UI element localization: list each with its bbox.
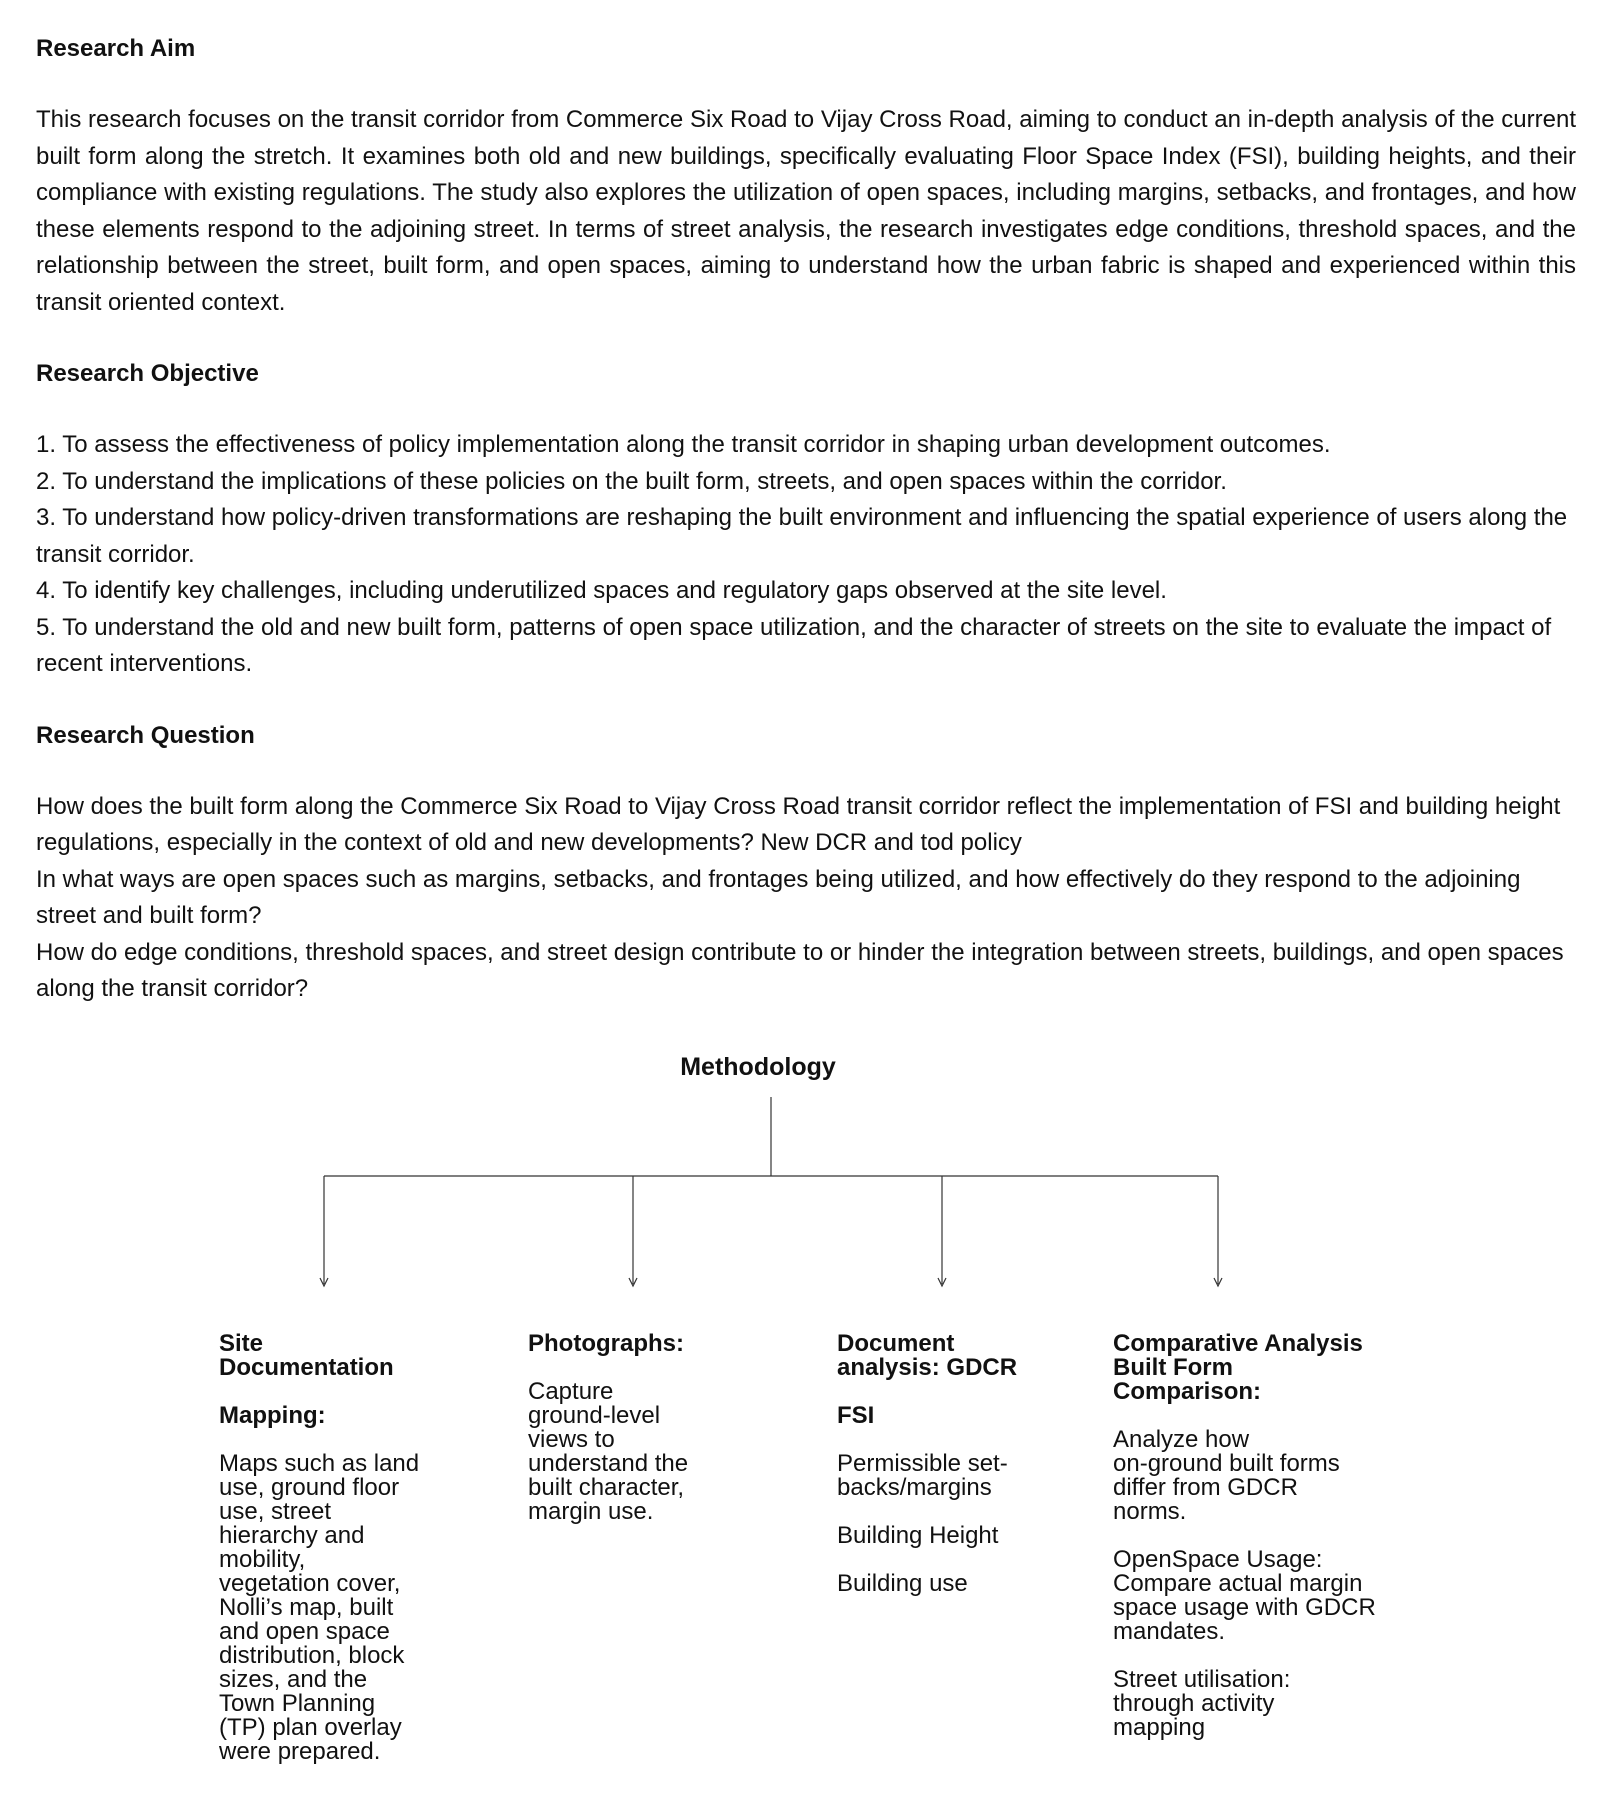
research-objective-heading: Research Objective: [36, 360, 259, 387]
question-item: In what ways are open spaces such as margins, setbacks, and frontages being utilized, and how effectively do they respond to the adjoining street and built form?: [36, 865, 1521, 929]
col-heading: Built Form: [1113, 1354, 1233, 1381]
col-line: margin use.: [528, 1498, 654, 1525]
methodology-col-photographs: [528, 1332, 688, 1524]
col-line: through activity: [1113, 1690, 1275, 1717]
col-line: distribution, block: [219, 1642, 405, 1669]
col-line: Capture: [528, 1378, 614, 1405]
col-heading: Document: [837, 1330, 955, 1357]
col-line: were prepared.: [219, 1738, 381, 1765]
col-line: ground-level: [528, 1402, 661, 1429]
col-heading: Documentation: [219, 1354, 394, 1381]
question-item: How do edge conditions, threshold spaces, and street design contribute to or hinder the integration between streets, buildings, and open spaces along the transit corridor?: [36, 938, 1564, 1002]
col-heading: Photographs:: [528, 1330, 684, 1357]
research-question-heading: Research Question: [36, 721, 255, 749]
col-line: and open space: [219, 1618, 390, 1645]
research-aim-text: This research focuses on the transit corridor from Commerce Six Road to Vijay Cross Road, aiming to conduct an in-depth analysis of the current built form along the stretch. It examines both old and new buildings, specifically evaluating Floor Space Index (FSI), building heights, and their compliance with existing regulations. The study also explores the utilization of open spaces, including margins, setbacks, and frontages, and how these elements respond to the adjoining street. In terms of street analysis, the research investigates edge conditions, threshold spaces, and the relationship between the street, built form, and open spaces, aiming to understand how the urban fabric is shaped and experienced within this transit oriented context.: [36, 106, 1576, 316]
col-line: understand the: [528, 1450, 689, 1477]
methodology-col-comparative-analysis: [1113, 1332, 1376, 1740]
col-line: space usage with GDCR: [1113, 1594, 1376, 1621]
col-line: Building Height: [837, 1522, 999, 1549]
col-line: views to: [528, 1426, 615, 1453]
col-heading: analysis: GDCR: [837, 1354, 1018, 1381]
methodology-title: Methodology: [680, 1053, 836, 1081]
col-line: OpenSpace Usage:: [1113, 1546, 1323, 1573]
col-line: (TP) plan overlay: [219, 1714, 402, 1741]
col-heading: Comparative Analysis: [1113, 1330, 1363, 1357]
objective-item: 4. To identify key challenges, including underutilized spaces and regulatory gaps observed at the site level.: [36, 577, 1167, 604]
methodology-col-document-analysis: [837, 1332, 1017, 1596]
col-line: vegetation cover,: [219, 1570, 401, 1597]
col-line: built character,: [528, 1474, 685, 1501]
col-heading: Site: [219, 1330, 264, 1357]
col-line: Maps such as land: [219, 1450, 420, 1477]
objective-item: 2. To understand the implications of these policies on the built form, streets, and open spaces within the corridor.: [36, 467, 1227, 495]
col-line: mobility,: [219, 1546, 306, 1573]
col-line: hierarchy and: [219, 1522, 365, 1549]
col-line: use, ground floor: [219, 1474, 400, 1501]
objective-item: 3. To understand how policy-driven transformations are reshaping the built environment and influencing the spatial experience of users along the transit corridor.: [36, 504, 1568, 568]
col-line: Analyze how: [1113, 1426, 1250, 1453]
col-line: Building use: [837, 1570, 968, 1597]
col-line: Town Planning: [219, 1690, 376, 1717]
objective-item: 1. To assess the effectiveness of policy implementation along the transit corridor in shaping urban development outcomes.: [36, 431, 1331, 458]
col-line: sizes, and the: [219, 1666, 368, 1693]
question-item: How does the built form along the Commerce Six Road to Vijay Cross Road transit corridor reflect the implementation of FSI and building height regulations, especially in the context of old and new developments? New DCR and tod policy: [36, 792, 1561, 856]
col-heading: Comparison:: [1113, 1378, 1262, 1405]
objective-item: 5. To understand the old and new built form, patterns of open space utilization, and the character of streets on the site to evaluate the impact of recent interventions.: [36, 613, 1552, 677]
col-subheading: FSI: [837, 1402, 875, 1429]
methodology-col-site-documentation: [219, 1332, 419, 1764]
col-line: on-ground built forms: [1113, 1450, 1340, 1477]
research-aim-heading: Research Aim: [36, 35, 196, 62]
col-line: mandates.: [1113, 1618, 1226, 1645]
col-subheading: Mapping:: [219, 1402, 326, 1429]
col-line: Permissible set-: [837, 1450, 1008, 1477]
col-line: Street utilisation:: [1113, 1666, 1291, 1693]
col-line: mapping: [1113, 1714, 1206, 1741]
col-line: differ from GDCR: [1113, 1474, 1298, 1501]
col-line: use, street: [219, 1498, 332, 1525]
col-line: norms.: [1113, 1498, 1187, 1525]
col-line: Compare actual margin: [1113, 1570, 1363, 1597]
col-line: Nolli’s map, built: [219, 1594, 394, 1621]
col-line: backs/margins: [837, 1474, 992, 1501]
